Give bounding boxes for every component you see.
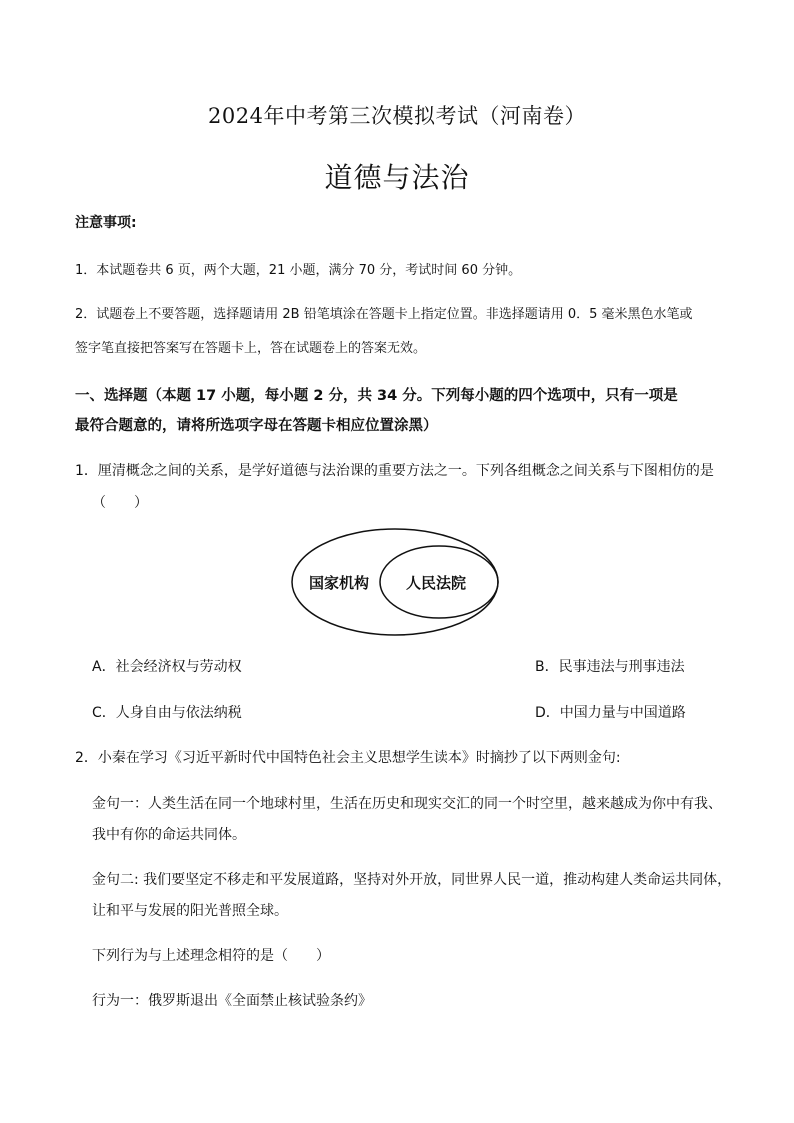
inner-label: 人民法院: [406, 574, 467, 592]
venn-diagram: [289, 527, 503, 639]
question-1-blank: （ ）: [92, 495, 148, 511]
question-2-stem: 2．小秦在学习《习近平新时代中国特色社会主义思想学生读本》时摘抄了以下两则金句:: [75, 750, 621, 766]
option-a: A．社会经济权与劳动权: [92, 659, 242, 675]
notice-item-2-cont: 签字笔直接把答案写在答题卡上，答在试题卷上的答案无效。: [75, 341, 427, 356]
quote-1-line1: 金句一：人类生活在同一个地球村里，生活在历史和现实交汇的同一个时空里，越来越成为你中有我、: [92, 796, 722, 812]
question-1-stem: 1．厘清概念之间的关系，是学好道德与法治课的重要方法之一。下列各组概念之间关系与下图相仿的是: [75, 463, 714, 479]
option-b: B．民事违法与刑事违法: [535, 659, 685, 675]
section-heading-line2: 最符合题意的，请将所选项字母在答题卡相应位置涂黑）: [75, 418, 438, 434]
behavior-1: 行为一：俄罗斯退出《全面禁止核试验条约》: [92, 993, 372, 1009]
exam-title: 2024年中考第三次模拟考试（河南卷）: [208, 104, 586, 128]
option-c: C．人身自由与依法纳税: [92, 705, 242, 721]
quote-2-line2: 让和平与发展的阳光普照全球。: [92, 903, 288, 919]
subject-title: 道德与法治: [324, 161, 470, 194]
notice-heading: 注意事项:: [75, 215, 137, 231]
notice-item-2: 2．试题卷上不要答题，选择题请用 2B 铅笔填涂在答题卡上指定位置。非选择题请用 0．5 毫米黑色水笔或: [75, 307, 693, 322]
quote-1-line2: 我中有你的命运共同体。: [92, 827, 246, 843]
option-d: D．中国力量与中国道路: [535, 705, 686, 721]
quote-2-line1: 金句二: 我们要坚定不移走和平发展道路，坚持对外开放，同世界人民一道，推动构建人类命运共同体，: [92, 872, 732, 888]
notice-item-1: 1．本试题卷共 6 页，两个大题，21 小题，满分 70 分，考试时间 60 分钟。: [75, 263, 522, 278]
section-heading-line1: 一、选择题（本题 17 小题，每小题 2 分，共 34 分。下列每小题的四个选项中，只有一项是: [75, 388, 678, 404]
outer-label: 国家机构: [309, 574, 370, 592]
question-2-prompt: 下列行为与上述理念相符的是（ ）: [92, 948, 330, 964]
